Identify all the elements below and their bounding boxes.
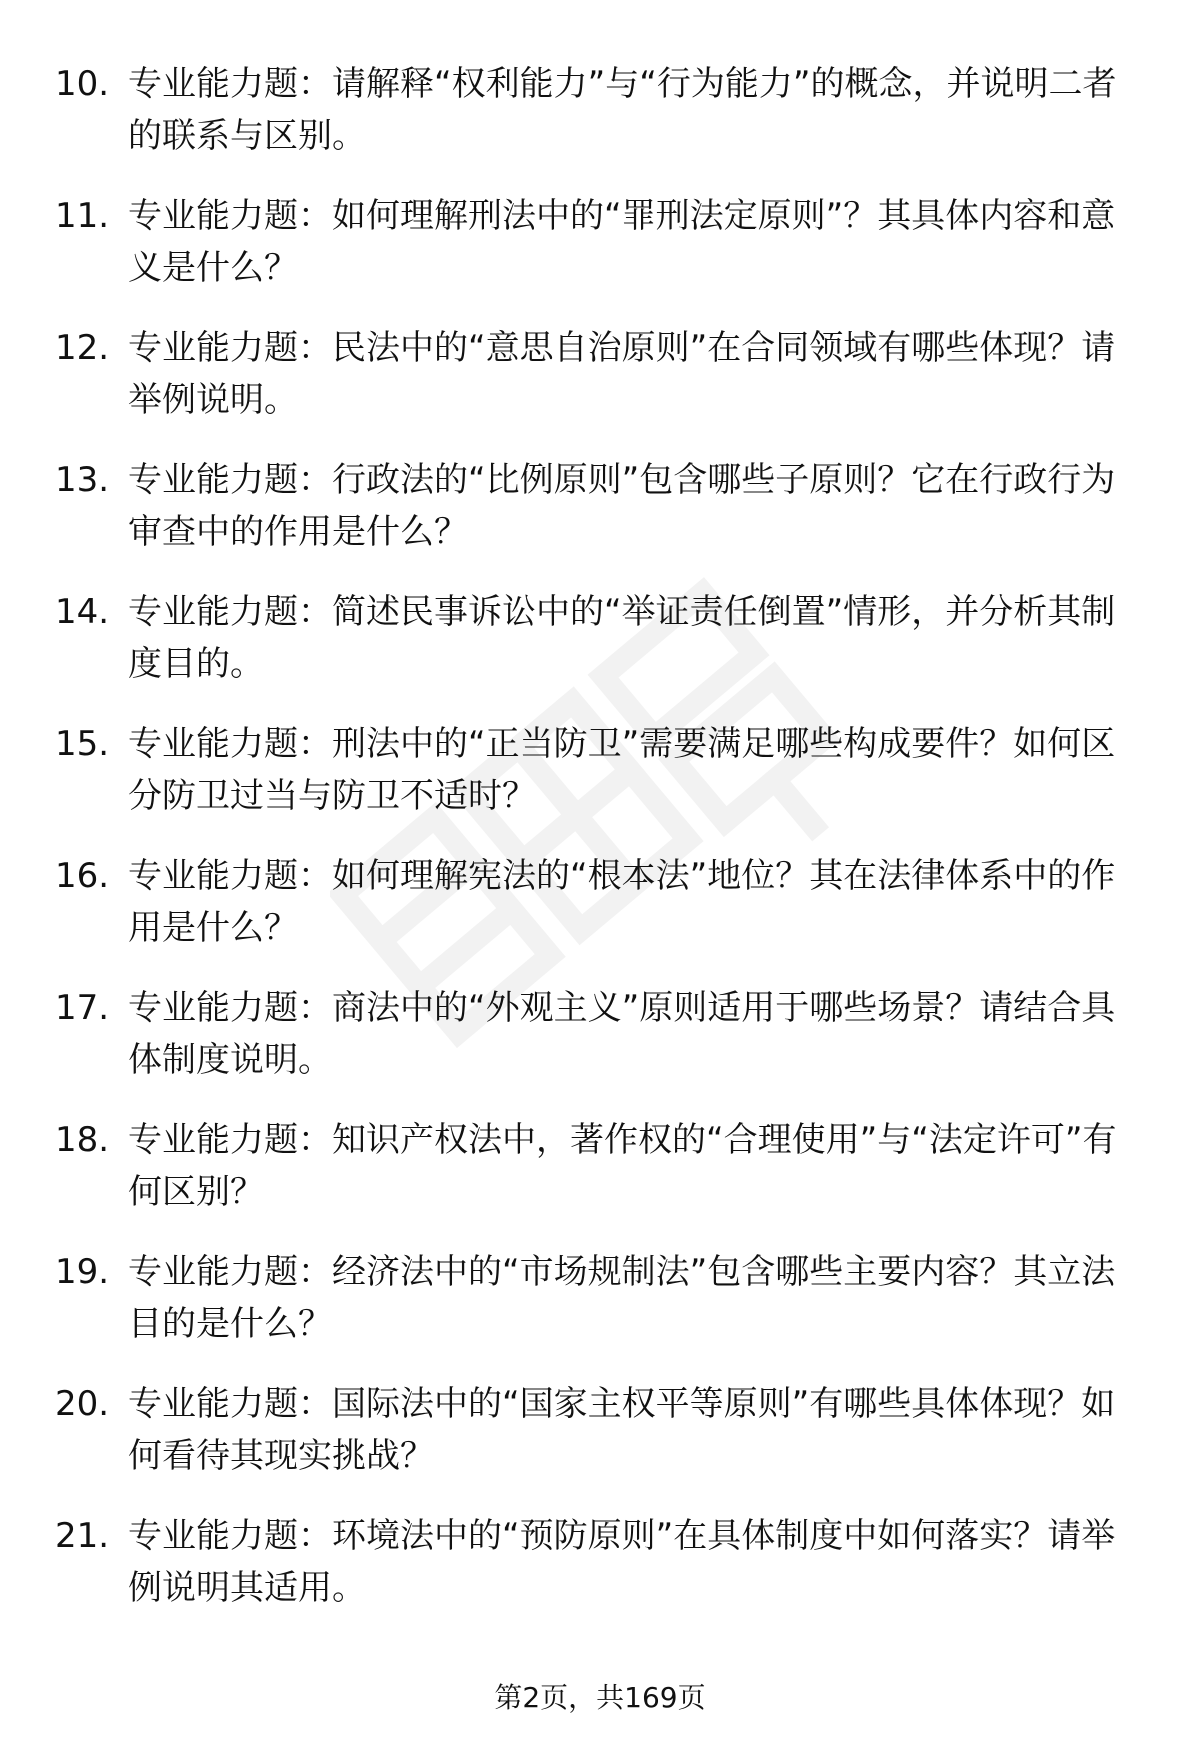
question-text: 专业能力题：如何理解刑法中的“罪刑法定原则”？其具体内容和意义是什么？ — [128, 196, 1116, 288]
question-item — [0, 58, 1200, 190]
question-number: 16. — [55, 856, 110, 896]
question-item — [0, 190, 1200, 322]
question-text: 专业能力题：民法中的“意思自治原则”在合同领域有哪些体现？请举例说明。 — [128, 328, 1116, 420]
question-text: 专业能力题：行政法的“比例原则”包含哪些子原则？它在行政行为审查中的作用是什么？ — [128, 460, 1116, 552]
question-text: 专业能力题：国际法中的“国家主权平等原则”有哪些具体体现？如何看待其现实挑战？ — [128, 1384, 1116, 1476]
question-number: 18. — [55, 1120, 110, 1160]
question-number: 21. — [55, 1516, 110, 1556]
question-text: 专业能力题：如何理解宪法的“根本法”地位？其在法律体系中的作用是什么？ — [128, 856, 1116, 948]
question-item — [0, 322, 1200, 454]
page-footer — [0, 1678, 1200, 1718]
question-text: 专业能力题：知识产权法中，著作权的“合理使用”与“法定许可”有何区别？ — [128, 1120, 1117, 1212]
question-text: 专业能力题：请解释“权利能力”与“行为能力”的概念，并说明二者的联系与区别。 — [128, 64, 1117, 156]
question-number: 19. — [55, 1252, 110, 1292]
question-text: 专业能力题：简述民事诉讼中的“举证责任倒置”情形，并分析其制度目的。 — [128, 592, 1116, 684]
question-number: 11. — [55, 196, 110, 236]
question-text: 专业能力题：商法中的“外观主义”原则适用于哪些场景？请结合具体制度说明。 — [128, 988, 1116, 1080]
question-number: 15. — [55, 724, 110, 764]
question-item — [0, 454, 1200, 586]
question-item — [0, 1378, 1200, 1510]
page-number-label: 第2页，共169页 — [494, 1681, 706, 1714]
question-item — [0, 1510, 1200, 1642]
question-item — [0, 586, 1200, 718]
question-item — [0, 982, 1200, 1114]
question-text: 专业能力题：经济法中的“市场规制法”包含哪些主要内容？其立法目的是什么？ — [128, 1252, 1116, 1344]
question-item — [0, 718, 1200, 850]
question-item — [0, 850, 1200, 982]
question-number: 20. — [55, 1384, 110, 1424]
question-number: 13. — [55, 460, 110, 500]
question-text: 专业能力题：环境法中的“预防原则”在具体制度中如何落实？请举例说明其适用。 — [128, 1516, 1116, 1608]
question-item — [0, 1114, 1200, 1246]
question-number: 10. — [55, 64, 110, 104]
question-number: 17. — [55, 988, 110, 1028]
question-number: 14. — [55, 592, 110, 632]
question-number: 12. — [55, 328, 110, 368]
question-list — [0, 58, 1200, 1642]
question-item — [0, 1246, 1200, 1378]
question-text: 专业能力题：刑法中的“正当防卫”需要满足哪些构成要件？如何区分防卫过当与防卫不适时？ — [128, 724, 1116, 816]
